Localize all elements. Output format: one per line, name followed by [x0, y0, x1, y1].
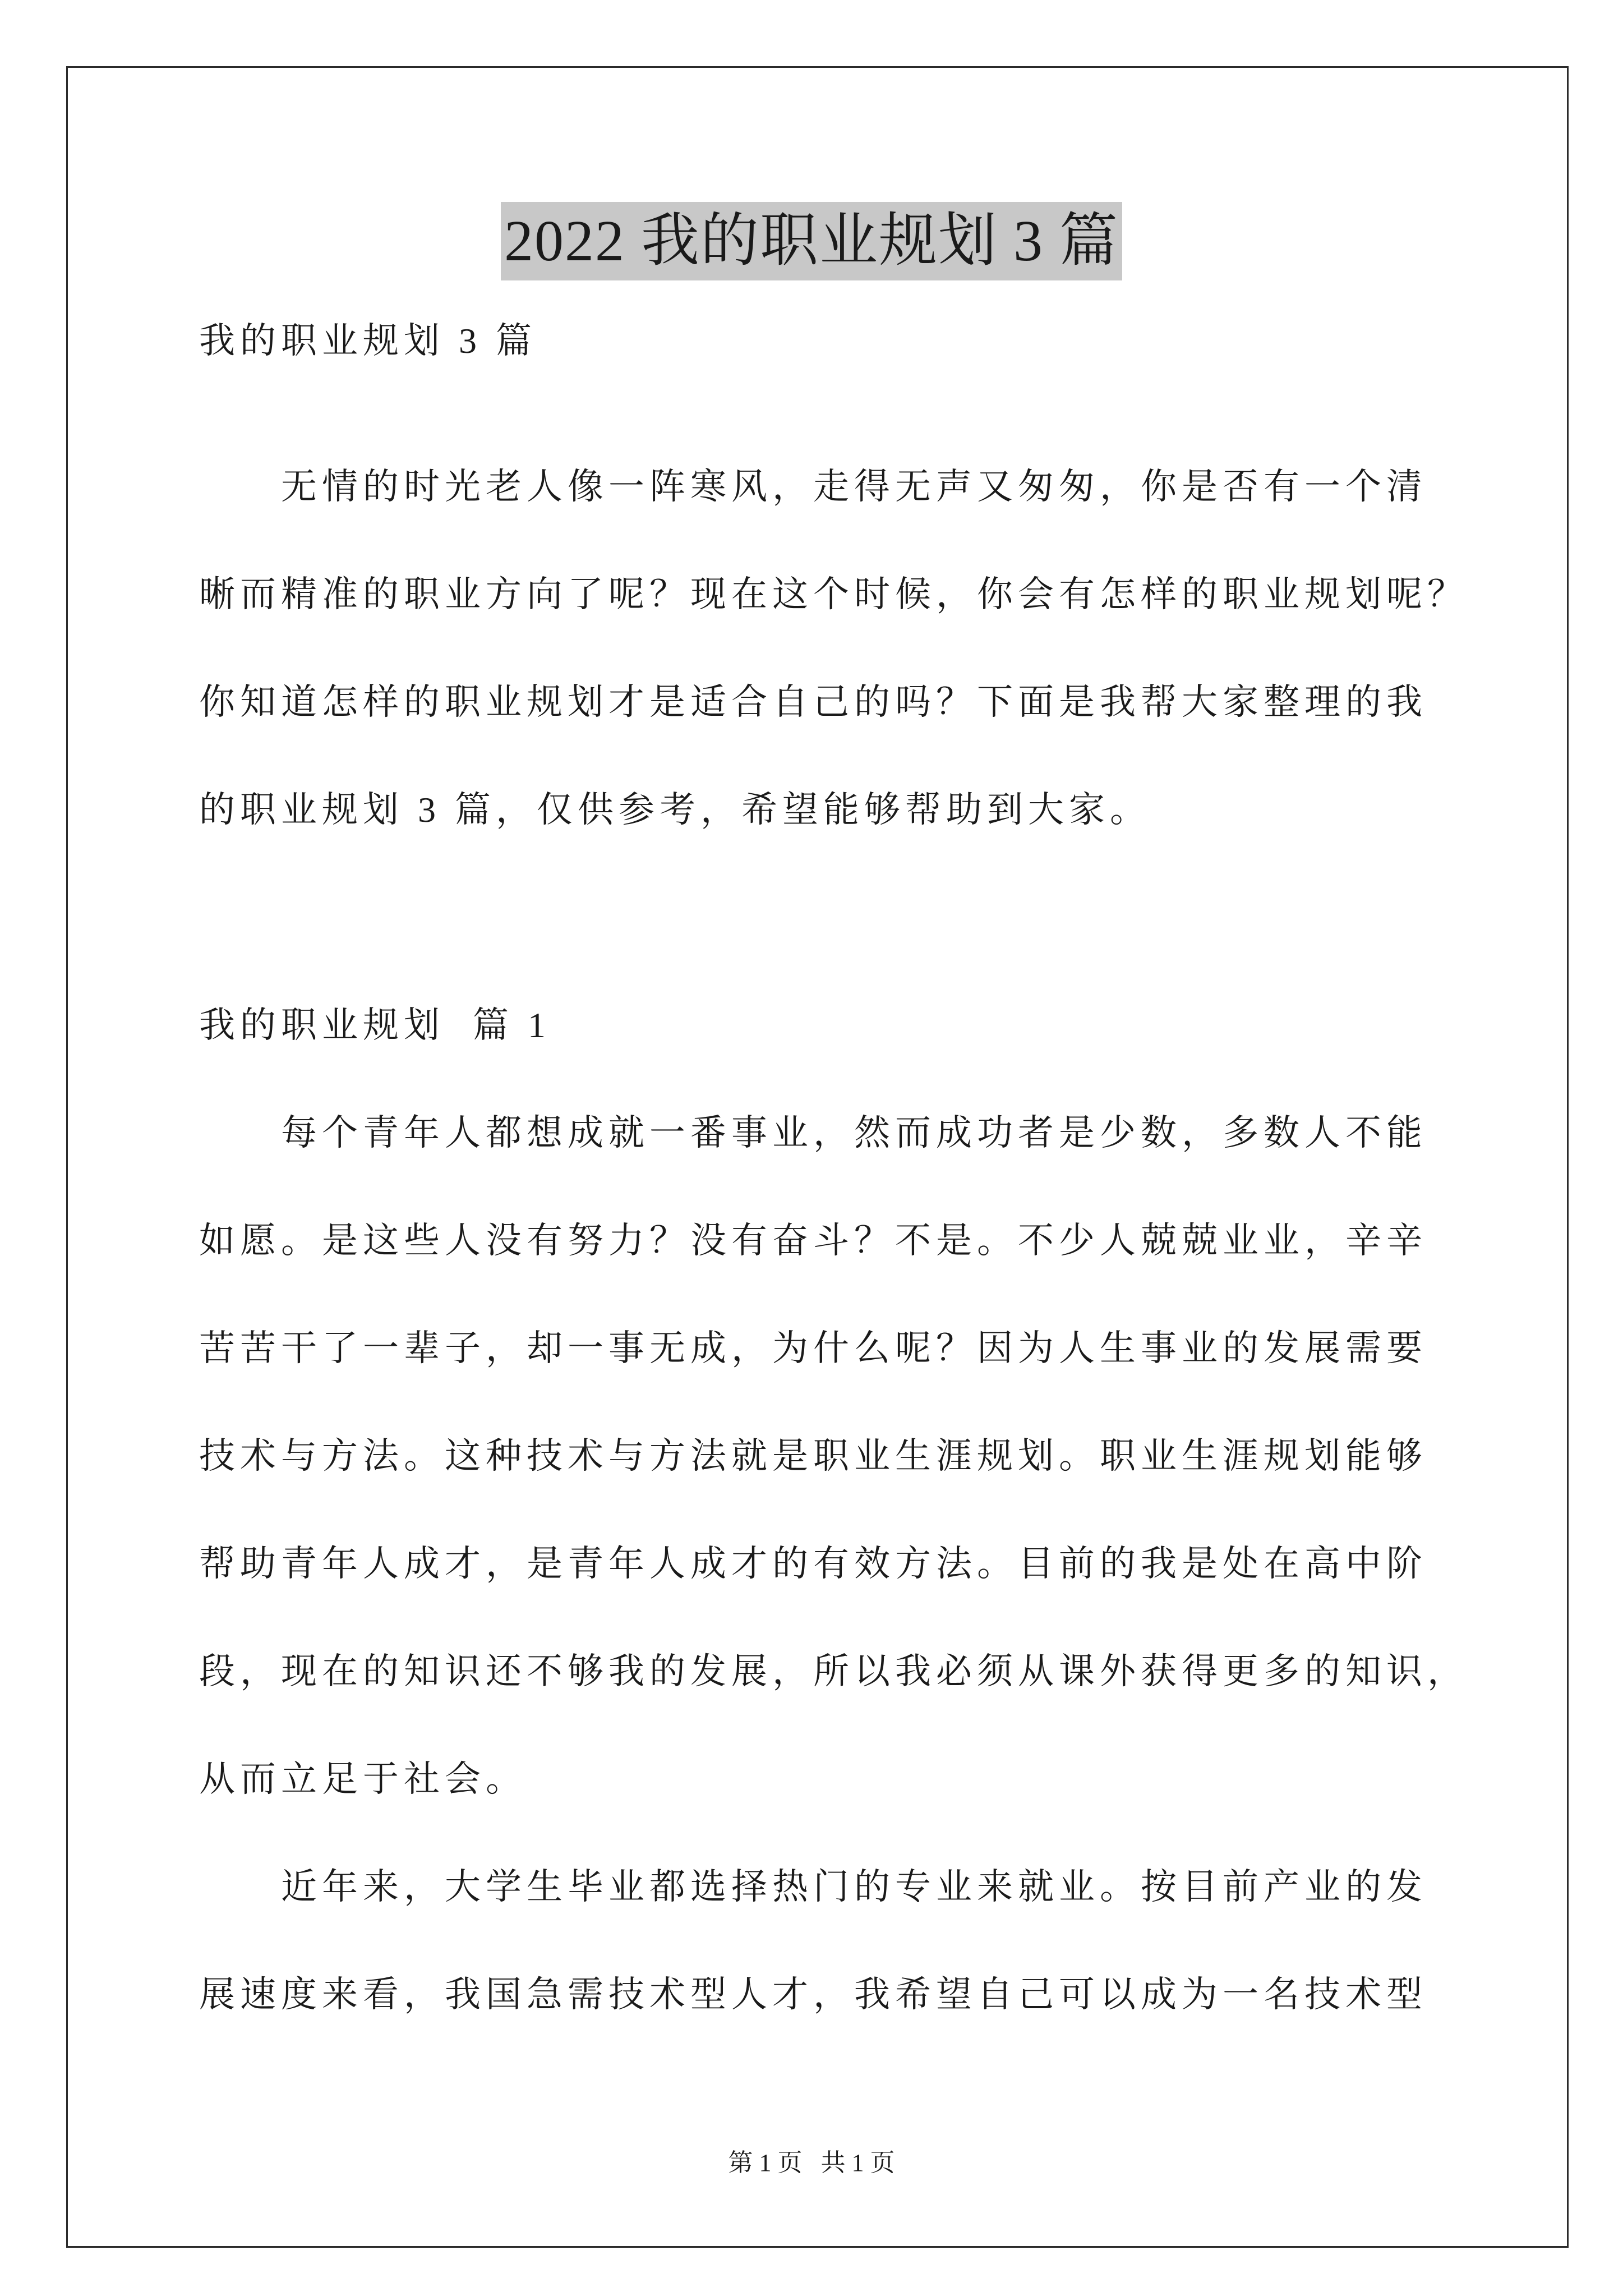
paragraph-line: 晰而精准的职业方向了呢？现在这个时候，你会有怎样的职业规划呢？ — [199, 574, 1468, 614]
paragraph-line: 苦苦干了一辈子，却一事无成，为什么呢？因为人生事业的发展需要 — [199, 1328, 1427, 1368]
spacer — [199, 864, 1467, 972]
paragraph-line: 从而立足于社会。 — [199, 1759, 527, 1799]
paragraph-line: 段，现在的知识还不够我的发展，所以我必须从课外获得更多的知识， — [199, 1651, 1468, 1691]
section-1-paragraph-1 — [199, 1079, 1467, 1833]
paragraph-line: 你知道怎样的职业规划才是适合自己的吗？下面是我帮大家整理的我 — [199, 682, 1427, 722]
spacer — [199, 395, 1467, 433]
intro-paragraph — [199, 433, 1467, 864]
paragraph-line: 的职业规划 3 篇，仅供参考，希望能够帮助到大家。 — [199, 790, 1151, 830]
document-title: 2022 我的职业规划 3 篇 — [501, 202, 1122, 280]
paragraph-line: 展速度来看，我国急需技术型人才，我希望自己可以成为一名技术型 — [199, 1975, 1427, 2014]
section-heading: 我的职业规划 篇 1 — [199, 1005, 551, 1045]
paragraph-line: 技术与方法。这种技术与方法就是职业生涯规划。职业生涯规划能够 — [199, 1436, 1427, 1476]
document-body — [199, 287, 1467, 2049]
paragraph-line: 每个青年人都想成就一番事业，然而成功者是少数，多数人不能 — [281, 1113, 1427, 1153]
section-1-paragraph-2 — [199, 1833, 1467, 2049]
paragraph-line: 近年来，大学生毕业都选择热门的专业来就业。按目前产业的发 — [281, 1867, 1427, 1907]
intro-heading: 我的职业规划 3 篇 — [199, 321, 537, 361]
page-number: 第 1 页 共 1 页 — [728, 2149, 895, 2177]
paragraph-line: 如愿。是这些人没有努力？没有奋斗？不是。不少人兢兢业业，辛辛 — [199, 1221, 1427, 1260]
paragraph-line: 无情的时光老人像一阵寒风，走得无声又匆匆，你是否有一个清 — [281, 467, 1427, 507]
title-row — [0, 202, 1623, 280]
paragraph-line: 帮助青年人成才，是青年人成才的有效方法。目前的我是处在高中阶 — [199, 1544, 1427, 1584]
